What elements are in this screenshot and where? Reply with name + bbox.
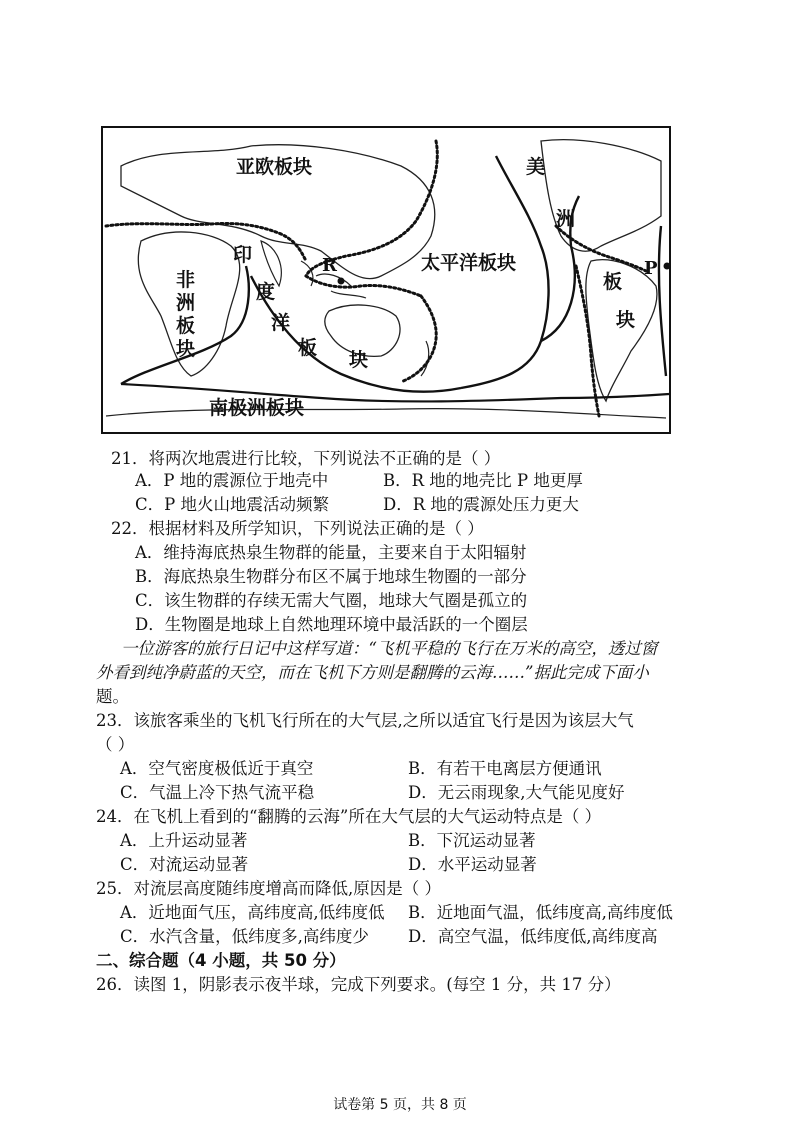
q22-option-a: A．维持海底热泉生物群的能量，主要来自于太阳辐射 — [135, 543, 527, 562]
q25-stem: 25．对流层高度随纬度增高而降低,原因是（ ） — [96, 879, 441, 898]
section-2-title: 二、综合题（4 小题，共 50 分） — [96, 951, 346, 970]
label-african-3: 板 — [176, 315, 196, 337]
q21-option-d: D．R 地的震源处压力更大 — [383, 495, 579, 514]
passage-line-1: 一位游客的旅行日记中这样写道：“飞机平稳的飞行在万米的高空，透过窗 — [121, 639, 658, 658]
q22-option-b: B．海底热泉生物群分布区不属于地球生物圈的一部分 — [135, 567, 527, 586]
label-indian-4: 板 — [298, 337, 318, 359]
label-indian-1: 印 — [233, 244, 253, 266]
label-american-2: 洲 — [556, 208, 576, 230]
q25-option-c: C．水汽含量，低纬度多,高纬度少 — [120, 927, 369, 946]
label-indian-2: 度 — [256, 281, 276, 303]
label-point-r: R — [322, 255, 337, 276]
q25-option-b: B．近地面气温，低纬度高,高纬度低 — [408, 903, 673, 922]
label-american-1: 美 — [526, 156, 546, 178]
plate-map-svg — [101, 126, 671, 434]
q21-option-c: C．P 地火山地震活动频繁 — [135, 495, 329, 514]
label-american-3: 板 — [603, 271, 623, 293]
q23-option-b: B．有若干电离层方便通讯 — [408, 759, 602, 778]
q21-option-b: B．R 地的地壳比 P 地更厚 — [383, 471, 583, 490]
q24-option-a: A．上升运动显著 — [120, 831, 248, 850]
plate-map — [101, 126, 671, 434]
q23-stem: 23．该旅客乘坐的飞机飞行所在的大气层,之所以适宜飞行是因为该层大气 — [96, 711, 634, 730]
label-indian-5: 块 — [349, 349, 369, 371]
label-american-4: 块 — [616, 309, 636, 331]
q25-option-d: D．高空气温，低纬度低,高纬度高 — [408, 927, 658, 946]
label-indian-3: 洋 — [271, 312, 291, 334]
page-footer: 试卷第 5 页，共 8 页 — [333, 1097, 467, 1113]
q22-option-d: D．生物圈是地球上自然地理环境中最活跃的一个圈层 — [135, 615, 528, 634]
label-eurasian-plate: 亚欧板块 — [236, 156, 313, 178]
label-african-1: 非 — [176, 269, 196, 291]
q21-option-a: A．P 地的震源位于地壳中 — [135, 471, 329, 490]
q22-stem: 22．根据材料及所学知识，下列说法正确的是（ ） — [111, 519, 484, 538]
q24-option-d: D．水平运动显著 — [408, 855, 537, 874]
point-r-dot — [338, 278, 345, 285]
label-african-2: 洲 — [176, 292, 196, 314]
point-p-dot — [664, 263, 671, 270]
q21-stem: 21．将两次地震进行比较，下列说法不正确的是（ ） — [111, 449, 501, 468]
q26-stem: 26．读图 1，阴影表示夜半球，完成下列要求。(每空 1 分，共 17 分） — [96, 975, 621, 994]
q22-option-c: C．该生物群的存续无需大气圈，地球大气圈是孤立的 — [135, 591, 528, 610]
q24-stem: 24．在飞机上看到的“翻腾的云海”所在大气层的大气运动特点是（ ） — [96, 807, 602, 826]
label-point-p: P — [644, 258, 658, 279]
label-african-4: 块 — [176, 338, 196, 360]
q23-option-c: C．气温上冷下热气流平稳 — [120, 783, 315, 802]
q23-option-d: D．无云雨现象,大气能见度好 — [408, 783, 625, 802]
label-antarctic-plate: 南极洲板块 — [209, 397, 305, 419]
q24-option-b: B．下沉运动显著 — [408, 831, 536, 850]
label-pacific-plate: 太平洋板块 — [421, 252, 517, 274]
q23-option-a: A．空气密度极低近于真空 — [120, 759, 314, 778]
passage-line-2: 外看到纯净蔚蓝的天空，而在飞机下方则是翻腾的云海……”据此完成下面小 — [96, 663, 649, 682]
passage-line-3: 题。 — [96, 687, 129, 706]
q25-option-a: A．近地面气压，高纬度高,低纬度低 — [120, 903, 385, 922]
q23-paren: （ ） — [96, 735, 135, 754]
q24-option-c: C．对流运动显著 — [120, 855, 249, 874]
